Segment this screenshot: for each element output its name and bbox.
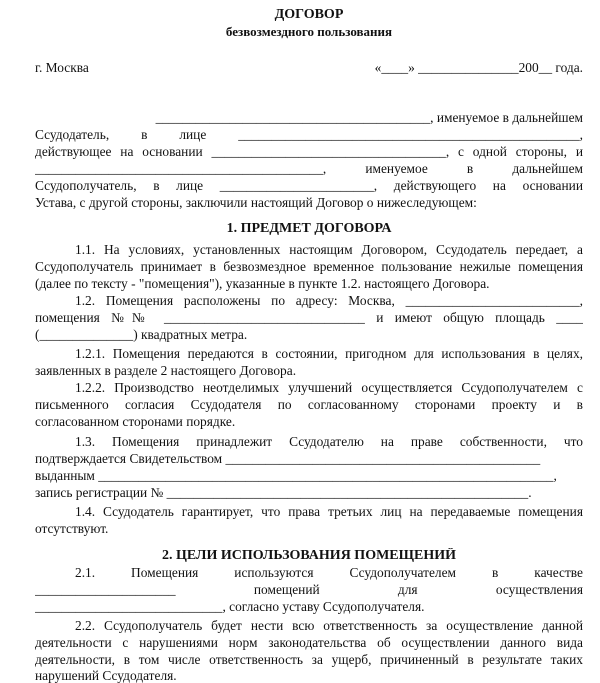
paragraph-line: Ссудополучатель принимает в безвозмездное временное пользование нежилые помещения bbox=[35, 259, 583, 274]
paragraph-line: 2.2. Ссудополучатель будет нести всю ответственность за осуществление данной bbox=[75, 618, 583, 633]
paragraph-line: 1.2. Помещения расположены по адресу: Москва, __________________________, bbox=[75, 293, 583, 308]
document-subtitle: безвозмездного пользования bbox=[225, 24, 393, 39]
paragraph-line: 1.1. На условиях, установленных настоящим Договором, Ссудодатель передает, а bbox=[75, 242, 583, 257]
paragraph-line: нарушений Ссудодателя. bbox=[35, 668, 177, 683]
paragraph-line: деятельности, в том числе ответственность за ущерб, причиненный в результате таких bbox=[35, 652, 583, 667]
paragraph-line: 2.1. Помещения используются Ссудополучателем в качестве bbox=[75, 565, 583, 580]
preamble-line: Ссудодатель, в лице ___________________________________________________, bbox=[35, 127, 583, 142]
paragraph-line: запись регистрации № ______________________________________________________. bbox=[35, 485, 532, 500]
paragraph-line: помещения №№ ______________________________ и имеют общую площадь ____ bbox=[35, 310, 583, 325]
paragraph-line: согласованном сторонами порядке. bbox=[35, 414, 236, 429]
paragraph-line: выданным ____________________________________________________________________, bbox=[35, 468, 557, 483]
paragraph-line: 1.2.1. Помещения передаются в состоянии, пригодном для использования в целях, bbox=[75, 346, 583, 361]
paragraph-line: ____________________________, согласно уставу Ссудополучателя. bbox=[35, 599, 425, 614]
paragraph-line: 1.4. Ссудодатель гарантирует, что права третьих лиц на передаваемые помещения bbox=[75, 504, 583, 519]
paragraph-line: подтверждается Свидетельством _______________________________________________ bbox=[35, 451, 541, 466]
date-line: «____» _______________200__ года. bbox=[374, 60, 583, 75]
preamble-line: ___________________________________________, именуемое в дальнейшем bbox=[35, 161, 583, 176]
paragraph-line: 1.3. Помещения принадлежит Ссудодателю на праве собственности, что bbox=[75, 434, 583, 449]
preamble-line: Ссудополучатель, в лице _______________________, действующего на основании bbox=[35, 178, 583, 193]
paragraph-line: деятельности с нарушениями норм законодательства об осуществлении данного вида bbox=[35, 635, 583, 650]
section-heading: 1. ПРЕДМЕТ ДОГОВОРА bbox=[226, 221, 392, 236]
document-title: ДОГОВОР bbox=[274, 7, 344, 22]
paragraph-line: (далее по тексту - "помещения"), указанные в пункте 1.2. настоящего Договора. bbox=[35, 276, 490, 291]
preamble-line: действующее на основании ___________________________________, с одной стороны, и bbox=[35, 144, 583, 159]
paragraph-line: заявленных в разделе 2 настоящего Договора. bbox=[35, 363, 297, 378]
paragraph-line: _____________________ помещений для осуществления bbox=[35, 582, 583, 597]
preamble-line: _________________________________________, именуемое в дальнейшем bbox=[155, 110, 583, 125]
paragraph-line: (______________) квадратных метра. bbox=[35, 327, 248, 342]
section-heading: 2. ЦЕЛИ ИСПОЛЬЗОВАНИЯ ПОМЕЩЕНИЙ bbox=[161, 548, 457, 563]
paragraph-line: письменного согласия Ссудодателя по согласованному сторонами проекту и в bbox=[35, 397, 583, 412]
paragraph-line: 1.2.2. Производство неотделимых улучшений осуществляется Ссудополучателем с bbox=[75, 380, 583, 395]
preamble-line: Устава, с другой стороны, заключили настоящий Договор о нижеследующем: bbox=[35, 195, 477, 210]
city-label: г. Москва bbox=[35, 60, 89, 75]
paragraph-line: отсутствуют. bbox=[35, 521, 109, 536]
